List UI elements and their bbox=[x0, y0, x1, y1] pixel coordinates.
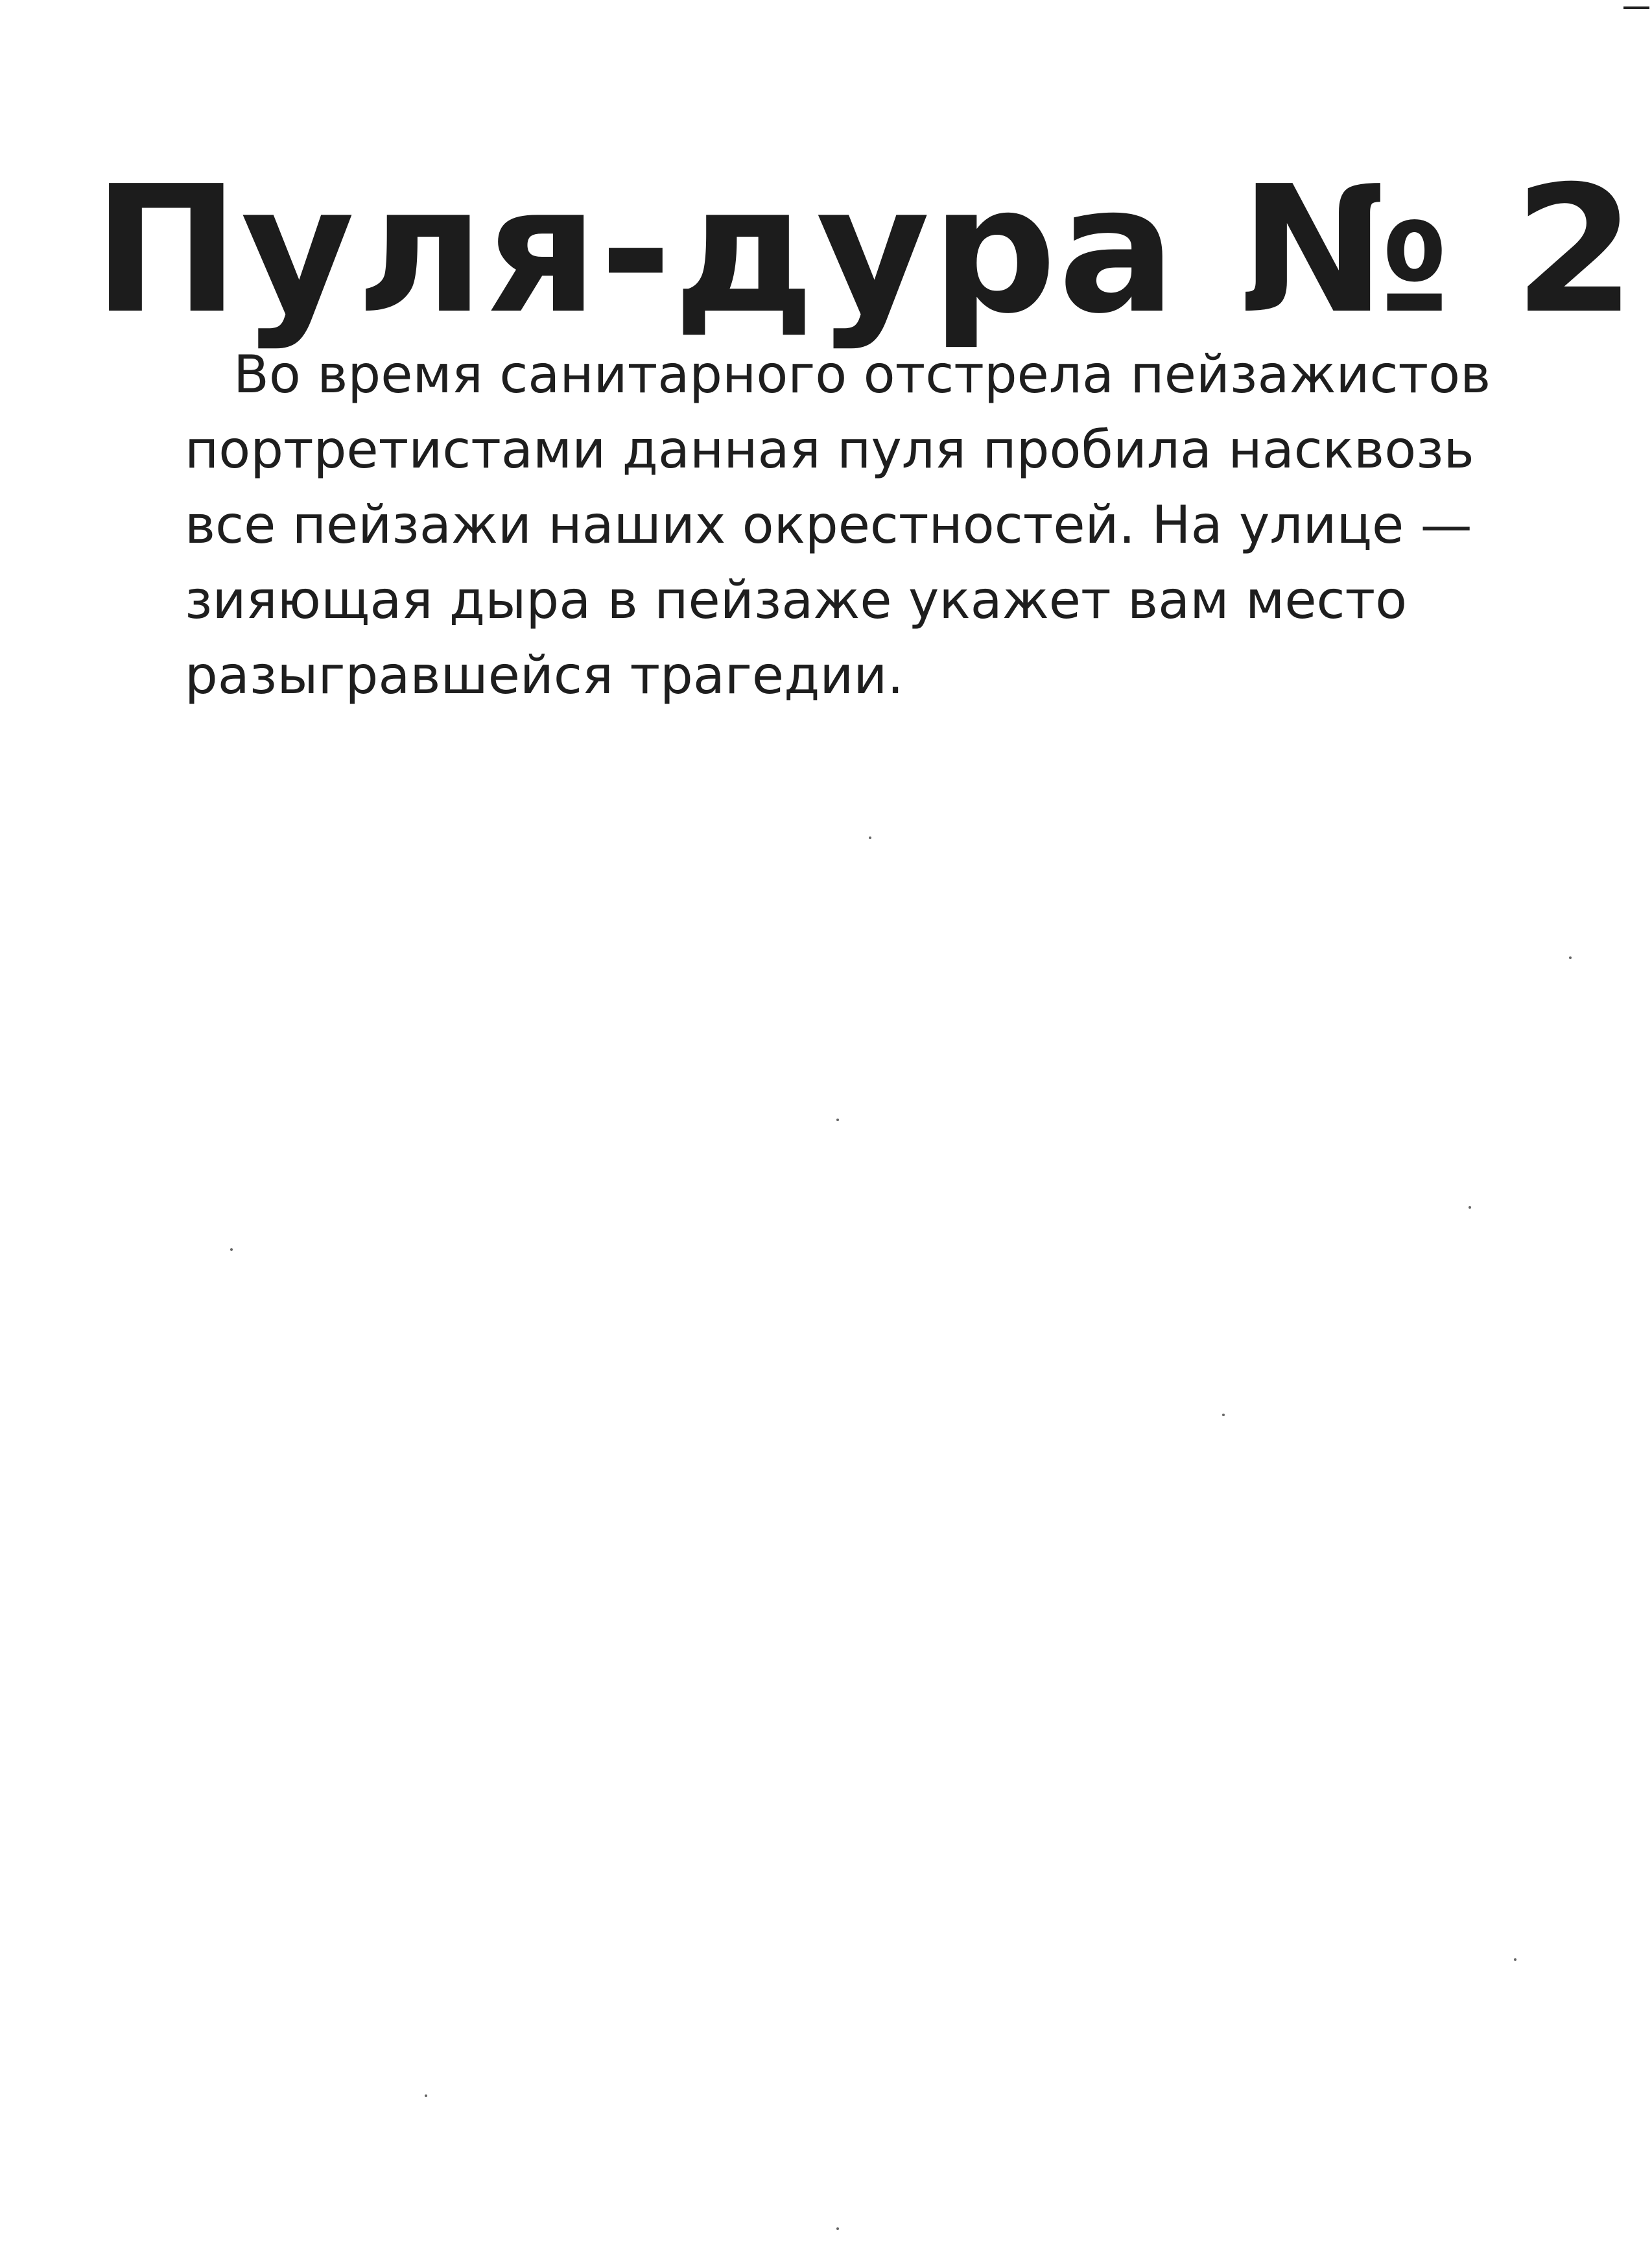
paragraph-line: Во время санитарного отстрела пейзажистов bbox=[233, 344, 1491, 405]
scan-speck bbox=[1569, 956, 1572, 959]
paragraph-line: все пейзажи наших окрестностей. На улице — bbox=[185, 495, 1472, 555]
body-paragraph bbox=[185, 337, 1546, 713]
page-title: Пуля-дура № 2 bbox=[93, 147, 1637, 352]
scan-speck bbox=[1514, 1958, 1516, 1961]
paragraph-line: портретистами данная пуля пробила насквозь bbox=[185, 420, 1474, 480]
paragraph-line: зияющая дыра в пейзаже укажет вам место bbox=[185, 570, 1408, 630]
scan-speck bbox=[869, 836, 871, 839]
scan-speck bbox=[836, 1119, 839, 1121]
corner-scan-mark bbox=[1623, 6, 1649, 9]
scan-speck bbox=[1222, 1414, 1225, 1416]
scan-speck bbox=[425, 2094, 427, 2097]
scan-speck bbox=[836, 2227, 839, 2230]
paragraph-line: разыгравшейся трагедии. bbox=[185, 645, 904, 706]
scan-speck bbox=[230, 1248, 233, 1251]
scan-speck bbox=[1469, 1206, 1471, 1209]
